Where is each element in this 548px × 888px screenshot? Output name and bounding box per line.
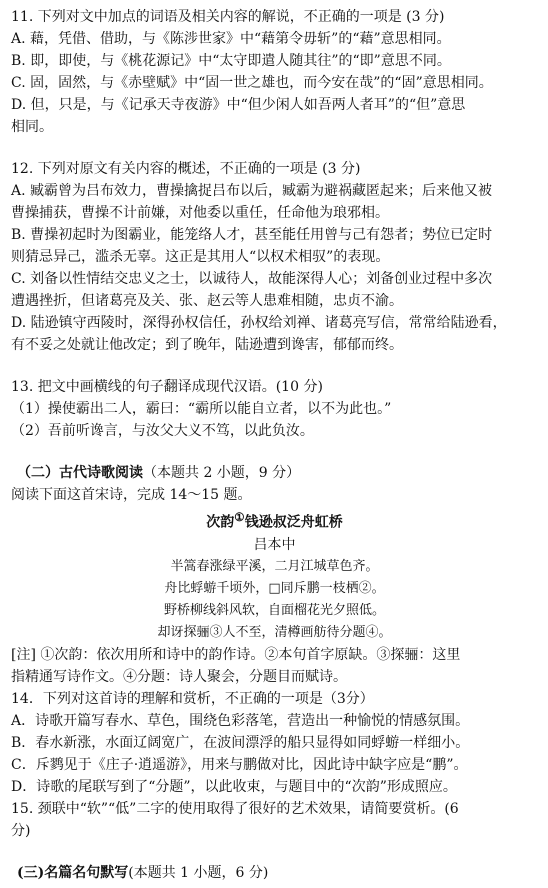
option-a: A．诗歌开篇写春水、草色，围绕色彩落笔，营造出一种愉悦的情感氛围。 [11,712,470,729]
poem-line: 野桥柳线斜风软，自面榴花光夕照低。 [163,602,385,618]
option-d: D. 陆逊镇守西陵时，深得孙权信任，孙权给刘禅、诸葛亮写信，常常给陆逊看， [11,315,507,331]
question-stem-continued: 分) [11,822,31,839]
question-14 [11,688,538,798]
poem-title: 次韵①钱逊叔泛舟虹桥 [206,510,343,531]
section-poetry [11,462,538,688]
option-b-continued: 则猜忌异己，滥杀无辜。这正是其用人“以权术相驭”的表现。 [11,249,390,265]
sentence-2: （2）吾前听谗言，与汝父大义不笃，以此负汝。 [11,423,314,439]
sentence-1: （1）操使霸出二人，霸曰：“霸所以能自立者，以不为此也。” [11,401,392,417]
footnotes-continued: 指精通写诗作文。④分题：诗人聚会，分题目而赋诗。 [11,668,347,685]
option-b: B. 即，即使，与《桃花源记》中“太守即遣人随其往”的“即”意思不同。 [11,53,451,69]
question-11 [11,6,538,138]
question-stem: 13. 把文中画横线的句子翻译成现代汉语。(10 分) [11,379,323,395]
question-15 [11,798,538,842]
question-stem: 15. 颈联中“软”“低”二字的使用取得了很好的艺术效果，请简要赏析。(6 [11,800,459,817]
section-heading [11,462,538,484]
option-d-continued: 有不妥之处就让他改定；到了晚年，陆逊遭到谗害，郁郁而终。 [11,337,403,353]
option-c: C．斥鹨见于《庄子·逍遥游》，用来与鹏做对比，因此诗中缺字应是“鹏”。 [11,756,468,773]
option-d: D. 但，只是，与《记承天寺夜游》中“但少闲人如吾两人者耳”的“但”意思 [11,97,466,113]
option-c: C. 固，固然，与《赤壁赋》中“固一世之雄也，而今安在哉”的“固”意思相同。 [11,75,493,91]
section-title: （二）古代诗歌阅读 [17,465,143,481]
question-stem: 14．下列对这首诗的理解和赏析，不正确的一项是（3分） [11,690,374,707]
section-heading [11,862,538,884]
poem-line: 半篙春涨绿平溪，二月江城草色齐。 [170,558,379,574]
option-c: C. 刘备以性情结交忠义之士，以诚待人，故能深得人心；刘备创业过程中多次 [11,271,493,287]
option-b: B．春水新涨，水面辽阔宽广，在波间漂浮的船只显得如同蜉蝣一样细小。 [11,734,470,751]
question-13 [11,376,538,442]
option-c-continued: 遭遇挫折，但诸葛亮及关、张、赵云等人患难相随，忠贞不渝。 [11,293,403,309]
option-d-continued: 相同。 [11,119,53,135]
section-intro: 阅读下面这首宋诗，完成 14～15 题。 [11,487,252,503]
option-a-continued: 曹操捕获，曹操不计前嫌，对他委以重任，任命他为琅邪相。 [11,205,389,221]
footnote-mark: ① [234,510,245,524]
option-d: D．诗歌的尾联写到了“分题”，以此收束，与题目中的“次韵”形成照应。 [11,778,457,795]
poem-line: 却讶探骊③人不至，清樽画舫待分题④。 [157,624,392,640]
option-b: B. 曹操初起时为图霸业，能笼络人才，甚至能任用曾与己有怨者；势位已定时 [11,227,493,243]
section-recitation [11,862,538,884]
question-12 [11,158,538,356]
question-stem: 12. 下列对原文有关内容的概述，不正确的一项是 (3 分) [11,161,361,177]
footnotes: [注] ①次韵：依次用所和诗中的韵作诗。②本句首字原缺。③探骊：这里 [11,646,461,663]
section-note: (本题共 1 小题，6 分) [128,864,269,881]
poem-author: 吕本中 [253,536,296,553]
poem-line: 舟比蜉蝣千顷外，□同斥鹏一枝栖②。 [164,580,385,596]
option-a: A. 藉，凭借、借助，与《陈涉世家》中“藉第令毋斩”的“藉”意思相同。 [11,31,451,47]
section-note: （本题共 2 小题，9 分） [143,465,301,481]
question-stem: 11. 下列对文中加点的词语及相关内容的解说，不正确的一项是 (3 分) [11,9,445,25]
section-title: (三)名篇名句默写 [17,864,129,881]
option-a: A. 臧霸曾为吕布效力，曹操擒捉吕布以后，臧霸为避祸藏匿起来；后来他又被 [11,183,493,199]
